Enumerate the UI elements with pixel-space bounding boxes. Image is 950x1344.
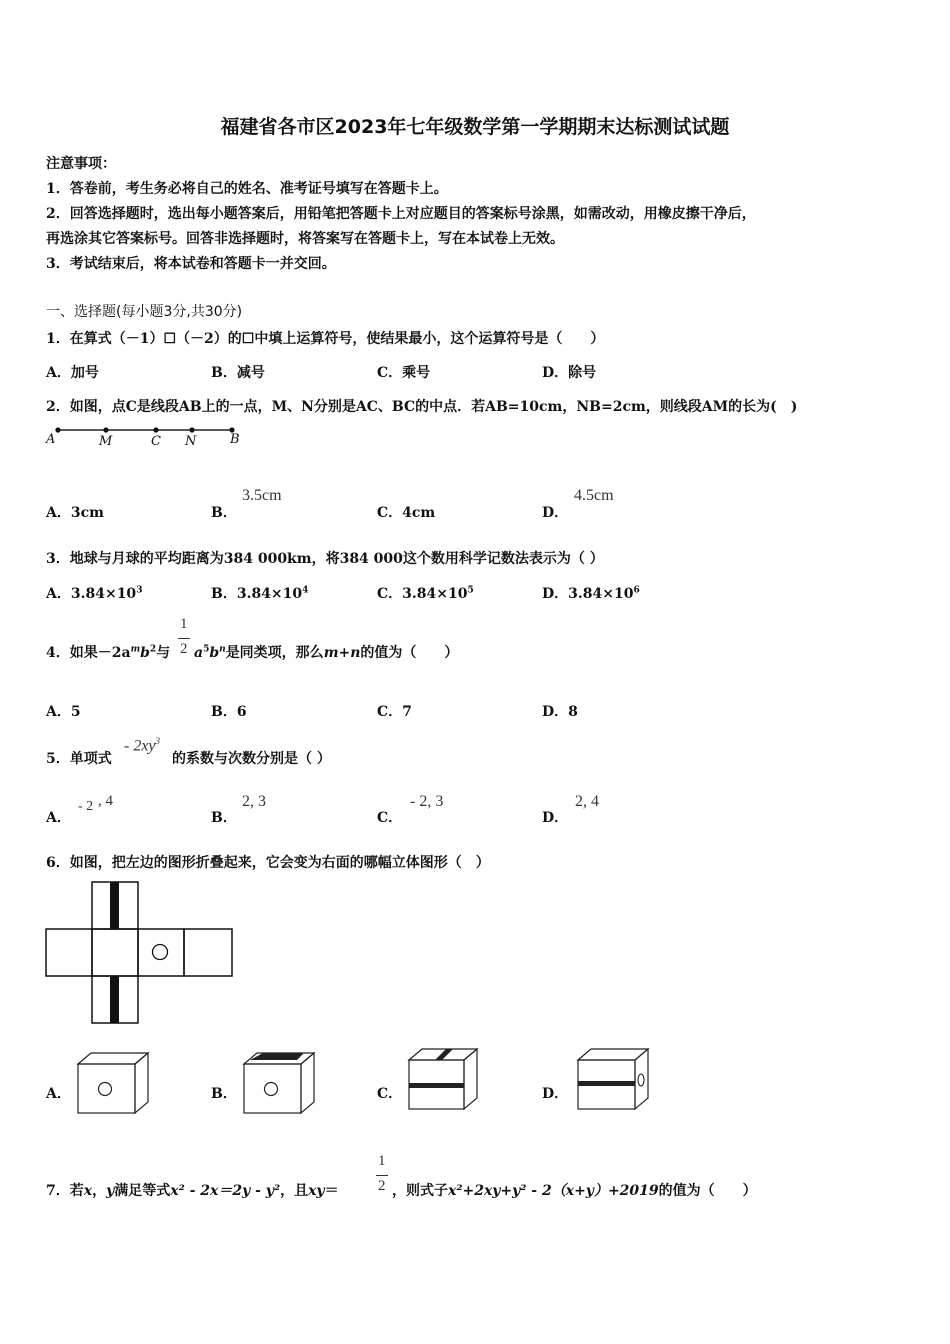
q1-option-a: A．加号 <box>46 365 99 381</box>
q3-stem: 3．地球与月球的平均距离为384 000km，将384 000这个数用科学记数法表示为（ ） <box>46 551 604 567</box>
q3-option-c <box>377 583 474 603</box>
q6-option-a-label: A． <box>46 1086 71 1102</box>
notice-heading: 注意事项： <box>46 156 116 172</box>
q6-option-c-cube <box>407 1047 482 1112</box>
q4-var-a: a <box>194 645 204 661</box>
q5-option-a-val2: , 4 <box>98 793 113 809</box>
q2-point-n: N <box>185 434 197 449</box>
q4-suffix: 是同类项，那么 <box>225 645 324 661</box>
q7-p4: ，且 <box>280 1183 309 1199</box>
q4-option-b: B．6 <box>211 704 247 720</box>
q4-exp-2: 2 <box>149 644 157 655</box>
q4-prefix: 4．如果－2a <box>46 645 131 661</box>
q5-expr-exp: 3 <box>155 736 161 746</box>
q7-frac-num: 1 <box>378 1153 386 1169</box>
q4-frac-bar <box>178 638 190 639</box>
q4-m-plus-n: m+n <box>323 645 361 661</box>
q5-option-c-label: C． <box>377 810 403 826</box>
q4-frac-den: 2 <box>180 641 188 657</box>
q5-expression <box>124 736 160 755</box>
q3-option-d-base: D．3.84×10 <box>542 586 634 602</box>
section-heading: 一、选择题(每小题3分,共30分) <box>46 304 243 320</box>
q2-option-b-label: B． <box>211 505 237 521</box>
q7-var-x: x <box>83 1183 93 1199</box>
q4-exp-m: m <box>130 644 141 655</box>
q3-option-a-exp: 3 <box>136 585 143 596</box>
q3-option-d-exp: 6 <box>633 585 640 596</box>
q4-option-a: A．5 <box>46 704 81 720</box>
q3-option-b-exp: 4 <box>302 585 309 596</box>
q2-stem: 2．如图，点C是线段AB上的一点，M、N分别是AC、BC的中点．若AB=10cm，NB=2cm，则线段AM的长为( ) <box>46 399 798 415</box>
q7-expression: x²+2xy+y² - 2（x+y）+2019 <box>448 1183 659 1199</box>
q7-frac-bar <box>376 1175 388 1176</box>
q5-option-d-label: D． <box>542 810 569 826</box>
q3-option-c-exp: 5 <box>467 585 474 596</box>
q2-option-c: C．4cm <box>377 505 436 521</box>
q7-var-y: y <box>106 1183 115 1199</box>
q2-point-a: A <box>46 432 56 447</box>
q7-stem-part1 <box>46 1180 339 1200</box>
q5-option-b-label: B． <box>211 810 237 826</box>
q3-option-a-base: A．3.84×10 <box>46 586 137 602</box>
q2-point-c: C <box>151 434 161 449</box>
q6-option-d-cube <box>576 1047 651 1112</box>
q6-cube-net-figure <box>44 881 236 1026</box>
notice-item-3: 3．考试结束后，将本试卷和答题卡一并交回。 <box>46 256 336 272</box>
q1-option-b: B．减号 <box>211 365 265 381</box>
q4-stem <box>46 642 170 662</box>
q5-suffix: 的系数与次数分别是（ ） <box>172 751 331 767</box>
q3-option-d <box>542 583 640 603</box>
q4-option-c: C．7 <box>377 704 412 720</box>
q3-option-b <box>211 583 308 603</box>
notice-item-1: 1．答卷前，考生务必将自己的姓名、准考证号填写在答题卡上。 <box>46 181 448 197</box>
q7-stem-part2 <box>392 1180 757 1200</box>
q2-point-b: B <box>230 432 240 447</box>
q6-option-a-cube <box>76 1051 151 1116</box>
q7-p5: ＝ <box>324 1183 339 1199</box>
q5-expr-base: - 2xy <box>124 737 156 755</box>
q6-option-b-label: B． <box>211 1086 237 1102</box>
q7-p2: ， <box>92 1183 107 1199</box>
q7-p6: ，则式子 <box>392 1183 448 1199</box>
q4-stem-rest <box>194 642 458 662</box>
q6-stem: 6．如图，把左边的图形折叠起来，它会变为右面的哪幅立体图形（ ） <box>46 855 490 871</box>
q2-option-b-value: 3.5cm <box>242 487 282 504</box>
q6-option-d-label: D． <box>542 1086 569 1102</box>
q1-option-c: C．乘号 <box>377 365 431 381</box>
q4-exp-5: 5 <box>203 644 210 655</box>
q5-option-a-val1: - 2 <box>78 799 94 814</box>
q4-mid: 与 <box>156 645 171 661</box>
page-title: 福建省各市区2023年七年级数学第一学期期末达标测试试题 <box>220 116 730 138</box>
q7-p1: 7．若 <box>46 1183 84 1199</box>
q2-option-a: A．3cm <box>46 505 104 521</box>
q2-segment-figure <box>46 422 246 452</box>
q4-exp-n: n <box>219 644 226 655</box>
q1-stem: 1．在算式（－1）☐（－2）的☐中填上运算符号，使结果最小，这个运算符号是（ ） <box>46 331 605 347</box>
q2-option-d-value: 4.5cm <box>574 487 614 504</box>
q6-option-c-label: C． <box>377 1086 403 1102</box>
q4-frac-num: 1 <box>180 616 188 632</box>
q7-p7: 的值为（ ） <box>658 1183 757 1199</box>
q5-option-a-label: A． <box>46 810 71 826</box>
q7-var-xy: xy <box>308 1183 325 1199</box>
q4-var-bn: b <box>209 645 220 661</box>
q5-option-d-value: 2, 4 <box>575 793 599 810</box>
q7-equation: x² - 2x＝2y - y² <box>170 1183 281 1199</box>
q5-option-c-value: - 2, 3 <box>410 793 444 810</box>
q2-option-d-label: D． <box>542 505 569 521</box>
q7-frac-den: 2 <box>378 1178 386 1194</box>
q1-option-d: D．除号 <box>542 365 597 381</box>
notice-item-2b: 再选涂其它答案标号。回答非选择题时，将答案写在答题卡上，写在本试卷上无效。 <box>46 231 564 247</box>
q4-var-b: b <box>140 645 150 661</box>
q3-option-b-base: B．3.84×10 <box>211 586 303 602</box>
q5-option-b-value: 2, 3 <box>242 793 266 810</box>
q3-option-a <box>46 583 142 603</box>
q4-end: 的值为（ ） <box>360 645 459 661</box>
q5-prefix: 5．单项式 <box>46 751 112 767</box>
q4-option-d: D．8 <box>542 704 578 720</box>
notice-item-2a: 2．回答选择题时，选出每小题答案后，用铅笔把答题卡上对应题目的答案标号涂黑，如需改动，用橡皮擦干净后， <box>46 206 756 222</box>
q7-p3: 满足等式 <box>114 1183 171 1199</box>
q2-point-m: M <box>99 434 113 449</box>
q6-option-b-cube <box>242 1051 317 1116</box>
q3-option-c-base: C．3.84×10 <box>377 586 468 602</box>
